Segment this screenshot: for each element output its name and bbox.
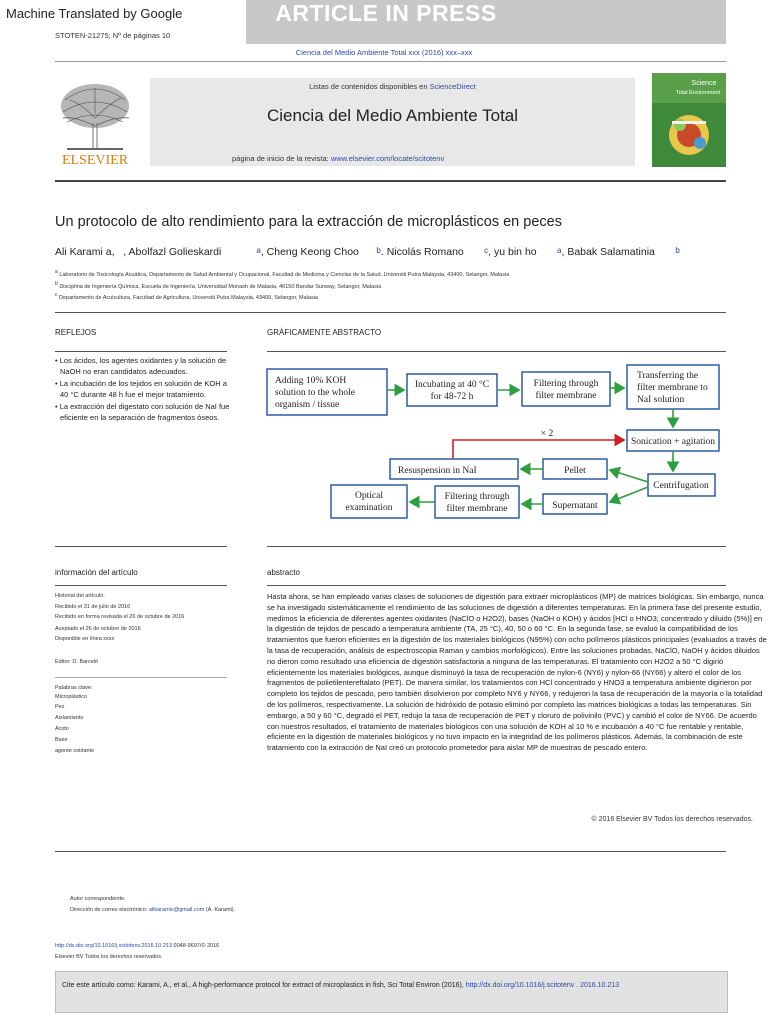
highlight-item: • La incubación de los tejidos en solución de KOH a 40 °C durante 48 h fue el mejor tratamiento. [55,379,227,399]
article-title: Un protocolo de alto rendimiento para la extracción de microplásticos en peces [55,214,562,230]
affiliation [55,281,381,290]
machine-translated-label: Machine Translated by Google [6,6,183,21]
email-line [70,907,235,913]
box-text: filter membrane [446,504,508,514]
homepage-prefix: página de inicio de la revista: [232,154,331,163]
cite-box [55,971,728,1013]
sciencedirect-link[interactable]: ScienceDirect [429,82,476,91]
author-affiliation-marker[interactable]: c [484,246,489,255]
affiliation-text: Laboratorio de Toxicología Acuática, Departamento de Salud Ambiental y Ocupacional, Facultad de Medicina y Ciencias de la Salud, Universiti Putra Malaysia, 43400, Selangor, Malasia [59,271,510,278]
box-text: filter membrane [535,391,597,401]
author-affiliation-marker[interactable]: b [376,246,381,255]
cite-link[interactable]: http://dx.doi.org/10.1016/j.scitotenv . 2016.10.213 [465,982,620,989]
editor: Editor: D. Barceló [55,659,99,665]
highlights-rule [55,351,227,352]
box-text: Adding 10% KOH [275,376,347,386]
box-text: Incubating at 40 °C [414,380,490,390]
box-text: Centrifugation [653,481,709,491]
section-rule [267,546,726,547]
author-affiliation-marker[interactable]: a [256,246,261,255]
box-text: NaI solution [637,395,685,405]
journal-citation[interactable]: Ciencia del Medio Ambiente Total xxx (2016) xxx–xxx [295,48,473,57]
elsevier-logo [55,78,135,168]
history-accepted: Aceptado el 26 de octubre de 2016 [55,626,141,632]
contents-lists [150,82,635,91]
keyword: Microplástico [55,694,88,700]
author-name[interactable]: Ali Karami a, [55,246,115,258]
history-received: Recibido el 31 de julio de 2016 [55,604,131,610]
flow-arrow [610,470,648,482]
box-text: Supernatant [552,501,598,511]
box-text: Transferring the [637,371,699,381]
rights-line: Elsevier BV Todos los derechos reservados. [55,954,163,960]
corresponding-author: Autor correspondiente. [70,896,126,902]
email-link[interactable]: alikaramiv@gmail.com [148,907,205,913]
lists-prefix: Listas de contenidos disponibles en [309,82,430,91]
box-text: Optical [355,491,383,501]
highlights-heading: REFLEJOS [55,328,97,337]
box-text: Resuspension in NaI [398,466,477,476]
article-in-press-label: ARTICLE IN PRESS [275,0,497,26]
email-prefix: Dirección de correo electrónico: [70,907,149,913]
stoten-label: STOTEN-21275; Nº de páginas 10 [55,31,171,40]
keyword: Aislamiento [55,715,84,721]
cover-title-2: Total Environment [675,90,721,96]
copyright: © 2016 Elsevier BV Todos los derechos reservados. [591,816,753,823]
history-online: Disponible en línea xxxx [55,636,115,642]
cite-prefix: Cite este artículo como: Karami, A., et al., A high-performance protocol for extract of microplastics in fish, Sci Total Environ (2016), [62,982,466,989]
article-info-heading: información del artículo [55,568,138,577]
affiliation [55,292,318,301]
history-revised: Recibido en forma revisada el 26 de octubre de 2016 [55,614,185,620]
doi-link[interactable]: http://dx.doi.org/10.1016/j.scitotenv.2016.10.213 [55,943,173,949]
info-divider [55,677,227,678]
box-text: for 48-72 h [430,392,474,402]
graphical-abstract-diagram [265,362,727,522]
journal-cover-image [652,73,726,167]
author-name[interactable]: , yu bin ho [488,246,537,258]
history-label: Historial del artículo: [55,593,105,599]
keyword: agente oxidante [55,748,95,754]
email-suffix: (A. Karami). [204,907,236,913]
publisher-name: ELSEVIER [61,153,129,168]
keyword: Ácido [55,726,69,732]
author-name[interactable]: , Abolfazl Golieskardi [123,246,222,258]
author-name[interactable]: , Cheng Keong Choo [260,246,359,258]
affiliation-marker: c [55,292,58,298]
box-text: solution to the whole [275,388,355,398]
box-text: Sonication + agitation [631,437,715,447]
article-info-rule [55,585,227,586]
box-text: organism / tissue [275,400,340,410]
affiliation-text: Disciplina de Ingeniería Química, Escuela de Ingeniería, Universidad Monash de Malasia, 46150 Bandar Sunway, Selangor, Malasia [59,283,382,290]
homepage-link[interactable]: www.elsevier.com/locate/scitotenv [330,154,445,163]
box-text: Filtering through [444,492,510,502]
header-bottom-rule [55,180,726,182]
box-text: filter membrane to [637,383,708,393]
box-text: Pellet [564,466,586,476]
journal-title: Ciencia del Medio Ambiente Total [266,106,519,125]
section-rule [55,312,726,313]
box-text: Filtering through [533,379,599,389]
highlight-item: • La extracción del digestato con solución de NaI fue eficiente en la separación de fragmentos óseos. [55,402,230,422]
highlight-item: • Los ácidos, los agentes oxidantes y la solución de NaOH no eran candidatos adecuados. [55,356,227,376]
author-name[interactable]: , Babak Salamatinia [561,246,655,258]
repeat-label: × 2 [540,429,554,439]
graphical-abstract-heading: GRÁFICAMENTE ABSTRACTO [267,328,382,337]
section-rule [55,546,227,547]
keywords-heading: Palabras clave: [55,685,93,691]
affiliation [55,269,509,278]
journal-homepage [232,154,444,163]
elsevier-tree-icon [55,78,135,168]
cover-title-1: Science [691,80,717,87]
author-affiliation-marker[interactable]: a [557,246,562,255]
keyword: Pez [55,704,65,710]
doi-line [55,943,219,949]
section-rule [55,851,726,852]
repeat-arrow [453,440,624,459]
cite-text [62,982,619,989]
affiliation-marker: a [55,269,58,275]
box-text: examination [345,503,393,513]
author-list [55,246,735,258]
graphical-abstract-rule [267,351,726,352]
abstract-rule [267,585,726,586]
flow-arrow [610,487,648,502]
author-name[interactable]: . Nicolás Romano [380,246,464,258]
doi-suffix: 0048-9697/© 2016 [172,943,220,949]
affiliation-marker: b [55,281,58,287]
abstract-heading: abstracto [267,568,300,577]
step-optical-box [331,485,407,518]
abstract-text: Hasta ahora, se han empleado varias clases de soluciones de digestión para extraer microplásticos (MP) de matrices biológicas. Sin embargo, nunca se ha investigado sistemáticamente el rendimiento de las soluciones de digestión a diferentes temperaturas. En la primera fase del presente estudio, medimos la eficiencia de diferentes agentes oxidantes (NaClO o H2O2), bases (NaOH o KOH) y ácidos [HCl o HNO3; concentrado y diluido (5%)] en la digestión de tejidos de pescado a temperatura ambiente (TA, 25 °C), 40, 50 o 60 °C. En la segunda fase, se evaluó la compatibilidad de los tratamientos que fueron eficientes en la digestión de los materiales biológicos (N95%) con ocho polímeros plásticos principales (evaluados a través de la tasa de recuperación, análisis de espectroscopia Raman y cambios morfológicos). Entre las soluciones probadas, NaClO, NaOH y ácidos diluidos no dieron como resultado una eficiencia de digestión satisfactoria a ninguna de las temperaturas. El tratamiento con H2O2 a 50 °C digirió eficientemente los materiales biológicos, aunque disminuyó la tasa de recuperación de nylon-6 (NY6) y nylon-66 (NY66) y alteró el color de los fragmentos de polietilentereftalato (PET). De manera similar, los tratamientos con HCl concentrado y HNO3 a temperatura ambiente digirieron por completo los tejidos de pescado, pero también disolvieron por completo NY6 y NY66, y redujeron la tasa de recuperación de la mayoría o la totalidad de los polímeros, respectivamente. La solución de hidróxido de potasio eliminó por completo las matrices biológicas a todas las temperaturas. Sin embargo, a 50 y 60 °C, degradó el PET, redujo la tasa de recuperación de PET y cloruro de polivinilo (PVC) y cambió el color de NY66. De acuerdo con nuestros resultados, el tratamiento de materiales biológicos con una solución de KOH al 10 % e incubación a 40 °C fue rentable y rentable, eficiente en la digestión de materiales biológicos y no tuvo impacto en la integridad de los polímeros plásticos. Además, la combinación de este tratamiento con la extracción de NaI creó un protocolo prometedor para aislar MP de muestras de pescado entero. [267,592,767,753]
highlights-list [55,356,230,425]
keyword: Base [55,737,68,743]
affiliation-text: Departamento de Acuicultura, Facultad de Agricultura, Universiti Putra Malaysia, 43400, Selangor, Malasia [59,294,318,301]
header-rule [55,61,726,62]
author-affiliation-marker[interactable]: b [675,246,680,255]
